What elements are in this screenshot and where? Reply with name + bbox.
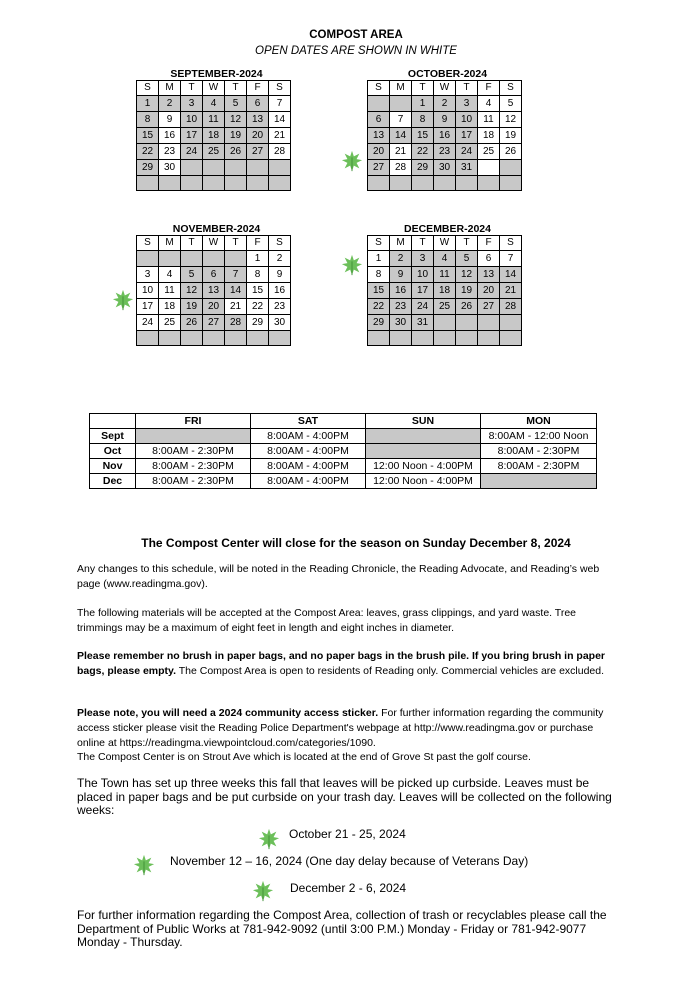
closed-day bbox=[269, 176, 291, 191]
closed-day: 22 bbox=[137, 144, 159, 160]
closed-day: 22 bbox=[368, 299, 390, 315]
closed-day bbox=[181, 331, 203, 346]
closed-day: 20 bbox=[478, 283, 500, 299]
closed-day: 9 bbox=[390, 267, 412, 283]
open-day: 4 bbox=[159, 267, 181, 283]
open-day: 24 bbox=[137, 315, 159, 331]
hours-corner bbox=[90, 414, 136, 429]
open-day: 2 bbox=[269, 251, 291, 267]
closed-day: 8 bbox=[412, 112, 434, 128]
hours-cell: 8:00AM - 2:30PM bbox=[136, 474, 251, 489]
closed-day: 15 bbox=[412, 128, 434, 144]
closed-day: 26 bbox=[456, 299, 478, 315]
closed-day bbox=[225, 160, 247, 176]
closed-day: 27 bbox=[478, 299, 500, 315]
open-day: 5 bbox=[500, 96, 522, 112]
hours-cell bbox=[366, 429, 481, 444]
closed-day: 20 bbox=[203, 299, 225, 315]
closed-day: 15 bbox=[137, 128, 159, 144]
closed-day bbox=[478, 315, 500, 331]
hours-column-header: FRI bbox=[136, 414, 251, 429]
open-day: 21 bbox=[269, 128, 291, 144]
day-header-row bbox=[368, 81, 522, 96]
curbside-paragraph: The Town has set up three weeks this fall that leaves will be picked up curbside. Leaves must be placed in paper bags and be put curbside on your trash day. Leaves will be collected on the following weeks: bbox=[77, 776, 612, 817]
open-day: 23 bbox=[159, 144, 181, 160]
calendar-october bbox=[367, 68, 528, 191]
closed-day bbox=[412, 176, 434, 191]
calendar-week bbox=[137, 267, 291, 283]
day-header: S bbox=[368, 236, 390, 251]
sticker-paragraph bbox=[77, 706, 617, 751]
closed-day bbox=[434, 315, 456, 331]
day-header: T bbox=[181, 81, 203, 96]
closed-day bbox=[412, 331, 434, 346]
closed-day bbox=[225, 176, 247, 191]
closed-day: 8 bbox=[137, 112, 159, 128]
calendar-grid bbox=[367, 80, 522, 191]
closed-day: 29 bbox=[368, 315, 390, 331]
closed-day bbox=[500, 160, 522, 176]
calendar-week bbox=[137, 176, 291, 191]
closed-day: 5 bbox=[181, 267, 203, 283]
day-header: W bbox=[203, 81, 225, 96]
closed-day: 27 bbox=[203, 315, 225, 331]
open-day: 9 bbox=[269, 267, 291, 283]
day-header: T bbox=[225, 81, 247, 96]
hours-column-header: SUN bbox=[366, 414, 481, 429]
closed-day: 4 bbox=[434, 251, 456, 267]
day-header: T bbox=[181, 236, 203, 251]
leaf-icon bbox=[252, 880, 274, 902]
open-day: 7 bbox=[500, 251, 522, 267]
closed-day: 31 bbox=[456, 160, 478, 176]
hours-cell: 8:00AM - 2:30PM bbox=[136, 459, 251, 474]
open-day bbox=[478, 160, 500, 176]
calendar-week bbox=[368, 112, 522, 128]
calendar-week bbox=[137, 299, 291, 315]
open-day: 16 bbox=[159, 128, 181, 144]
closed-day: 17 bbox=[181, 128, 203, 144]
closed-day bbox=[137, 176, 159, 191]
closed-day: 11 bbox=[203, 112, 225, 128]
closed-day bbox=[390, 176, 412, 191]
brush-paragraph bbox=[77, 649, 617, 679]
day-header-row bbox=[368, 236, 522, 251]
closed-day: 26 bbox=[181, 315, 203, 331]
open-day: 25 bbox=[478, 144, 500, 160]
calendar-week bbox=[368, 267, 522, 283]
closed-day: 27 bbox=[368, 160, 390, 176]
closed-day: 2 bbox=[434, 96, 456, 112]
open-day: 9 bbox=[159, 112, 181, 128]
closed-day: 31 bbox=[412, 315, 434, 331]
open-day: 11 bbox=[478, 112, 500, 128]
open-day: 8 bbox=[247, 267, 269, 283]
leaf-week-2: November 12 – 16, 2024 (One day delay because of Veterans Day) bbox=[170, 854, 529, 868]
location-paragraph: The Compost Center is on Strout Ave which is located at the end of Grove St past the golf course. bbox=[77, 751, 531, 763]
closed-day: 12 bbox=[225, 112, 247, 128]
hours-row bbox=[90, 459, 597, 474]
calendar-title: SEPTEMBER-2024 bbox=[170, 68, 263, 80]
closed-day bbox=[478, 331, 500, 346]
day-header: M bbox=[390, 81, 412, 96]
closed-day: 3 bbox=[456, 96, 478, 112]
hours-row bbox=[90, 474, 597, 489]
open-day: 21 bbox=[225, 299, 247, 315]
hours-cell bbox=[366, 444, 481, 459]
day-header: S bbox=[269, 236, 291, 251]
open-day: 22 bbox=[247, 299, 269, 315]
hours-cell: 8:00AM - 2:30PM bbox=[481, 459, 597, 474]
closed-day: 3 bbox=[412, 251, 434, 267]
closed-day: 4 bbox=[203, 96, 225, 112]
calendar-week bbox=[368, 144, 522, 160]
calendar-week bbox=[137, 144, 291, 160]
closed-day: 10 bbox=[456, 112, 478, 128]
materials-paragraph: The following materials will be accepted at the Compost Area: leaves, grass clippings, and yard waste. Tree trimmings may be a maximum of eight feet in length and eight inches in diameter. bbox=[77, 607, 577, 634]
hours-row bbox=[90, 444, 597, 459]
closed-day bbox=[247, 160, 269, 176]
closed-day: 30 bbox=[434, 160, 456, 176]
open-day: 29 bbox=[247, 315, 269, 331]
open-day: 4 bbox=[478, 96, 500, 112]
open-day: 30 bbox=[159, 160, 181, 176]
calendar-week bbox=[368, 176, 522, 191]
day-header: S bbox=[137, 81, 159, 96]
closed-day: 24 bbox=[181, 144, 203, 160]
closed-day: 12 bbox=[181, 283, 203, 299]
day-header: T bbox=[412, 81, 434, 96]
closed-day bbox=[368, 331, 390, 346]
hours-cell: 8:00AM - 4:00PM bbox=[251, 444, 366, 459]
day-header: W bbox=[434, 81, 456, 96]
hours-header-row bbox=[90, 414, 597, 429]
day-header: F bbox=[478, 81, 500, 96]
closed-day bbox=[390, 331, 412, 346]
open-day: 16 bbox=[269, 283, 291, 299]
closed-day: 1 bbox=[137, 96, 159, 112]
leaf-icon bbox=[341, 150, 363, 172]
closed-day: 2 bbox=[159, 96, 181, 112]
day-header: T bbox=[225, 236, 247, 251]
closed-day: 5 bbox=[456, 251, 478, 267]
closed-day: 19 bbox=[225, 128, 247, 144]
calendar-title: OCTOBER-2024 bbox=[407, 68, 488, 80]
calendar-title: NOVEMBER-2024 bbox=[172, 223, 261, 235]
day-header-row bbox=[137, 81, 291, 96]
closed-day: 7 bbox=[225, 267, 247, 283]
closed-day: 13 bbox=[247, 112, 269, 128]
day-header-row bbox=[137, 236, 291, 251]
calendar-week bbox=[137, 112, 291, 128]
open-day: 26 bbox=[500, 144, 522, 160]
leaf-icon bbox=[258, 828, 280, 850]
closed-day: 6 bbox=[203, 267, 225, 283]
day-header: S bbox=[500, 81, 522, 96]
open-day: 17 bbox=[137, 299, 159, 315]
sticker-note-rest: For further information regarding the community access sticker please visit the Reading Police Department's webpage at http://www.readingma.gov or purchase online at https://readingma.viewpointcloud.com/categories/1090. bbox=[77, 707, 604, 749]
calendar-december bbox=[367, 223, 528, 346]
day-header: M bbox=[390, 236, 412, 251]
calendar-week bbox=[368, 128, 522, 144]
closed-day: 29 bbox=[137, 160, 159, 176]
day-header: S bbox=[368, 81, 390, 96]
closed-day bbox=[368, 96, 390, 112]
hours-table bbox=[89, 413, 597, 489]
closed-day bbox=[137, 331, 159, 346]
closed-day bbox=[159, 251, 181, 267]
closed-day: 3 bbox=[181, 96, 203, 112]
hours-cell: 8:00AM - 4:00PM bbox=[251, 459, 366, 474]
closed-day bbox=[456, 315, 478, 331]
calendar-week bbox=[137, 251, 291, 267]
closed-day bbox=[247, 331, 269, 346]
closed-day: 29 bbox=[412, 160, 434, 176]
hours-row bbox=[90, 429, 597, 444]
closed-day: 17 bbox=[456, 128, 478, 144]
sticker-note-bold: Please note, you will need a 2024 community access sticker. bbox=[77, 707, 379, 719]
day-header: M bbox=[159, 81, 181, 96]
hours-cell: 12:00 Noon - 4:00PM bbox=[366, 459, 481, 474]
closed-day bbox=[203, 331, 225, 346]
closed-day bbox=[500, 331, 522, 346]
closed-day: 28 bbox=[500, 299, 522, 315]
changes-paragraph: Any changes to this schedule, will be noted in the Reading Chronicle, the Reading Advocate, and Reading’s web page (www.readingma.gov). bbox=[77, 563, 600, 590]
closed-day: 9 bbox=[434, 112, 456, 128]
closed-day: 26 bbox=[225, 144, 247, 160]
closed-day bbox=[434, 331, 456, 346]
closed-day bbox=[203, 251, 225, 267]
open-day: 1 bbox=[247, 251, 269, 267]
open-day: 23 bbox=[269, 299, 291, 315]
day-header: M bbox=[159, 236, 181, 251]
closed-day: 25 bbox=[434, 299, 456, 315]
calendar-title: DECEMBER-2024 bbox=[404, 223, 491, 235]
brush-note-bold: Please remember no brush in paper bags, and no paper bags in the brush pile. If you bring brush in paper bags, please empty. bbox=[77, 650, 606, 677]
calendar-week bbox=[368, 315, 522, 331]
closed-day: 19 bbox=[181, 299, 203, 315]
day-header: F bbox=[247, 81, 269, 96]
closed-day: 18 bbox=[434, 283, 456, 299]
day-header: T bbox=[412, 236, 434, 251]
closed-day: 16 bbox=[434, 128, 456, 144]
calendar-grid bbox=[136, 80, 291, 191]
open-day: 7 bbox=[269, 96, 291, 112]
closed-day: 19 bbox=[456, 283, 478, 299]
calendar-week bbox=[368, 331, 522, 346]
closed-day: 14 bbox=[390, 128, 412, 144]
calendar-week bbox=[368, 283, 522, 299]
calendar-week bbox=[368, 299, 522, 315]
closed-day bbox=[203, 176, 225, 191]
closed-day: 1 bbox=[412, 96, 434, 112]
calendar-grid bbox=[367, 235, 522, 346]
closed-day: 13 bbox=[368, 128, 390, 144]
leaf-week-1: October 21 - 25, 2024 bbox=[289, 827, 406, 841]
closed-day: 13 bbox=[478, 267, 500, 283]
hours-cell: 8:00AM - 2:30PM bbox=[481, 444, 597, 459]
closed-day: 23 bbox=[434, 144, 456, 160]
closed-day bbox=[247, 176, 269, 191]
calendar-september bbox=[136, 68, 297, 191]
closed-day: 25 bbox=[203, 144, 225, 160]
calendar-week bbox=[137, 283, 291, 299]
leaf-icon bbox=[341, 254, 363, 276]
open-day: 10 bbox=[137, 283, 159, 299]
open-day: 28 bbox=[269, 144, 291, 160]
closed-day: 23 bbox=[390, 299, 412, 315]
calendar-week bbox=[368, 160, 522, 176]
open-day: 21 bbox=[390, 144, 412, 160]
open-day: 25 bbox=[159, 315, 181, 331]
day-header: T bbox=[456, 236, 478, 251]
closed-day: 6 bbox=[368, 112, 390, 128]
hours-month-label: Dec bbox=[90, 474, 136, 489]
closed-day: 14 bbox=[500, 267, 522, 283]
open-day: 3 bbox=[137, 267, 159, 283]
calendar-november bbox=[136, 223, 297, 346]
day-header: W bbox=[434, 236, 456, 251]
closed-day bbox=[203, 160, 225, 176]
calendar-week bbox=[368, 96, 522, 112]
day-header: S bbox=[269, 81, 291, 96]
open-day: 18 bbox=[159, 299, 181, 315]
brush-note-rest: The Compost Area is open to residents of Reading only. Commercial vehicles are excluded. bbox=[176, 665, 605, 677]
closed-day bbox=[434, 176, 456, 191]
closed-day: 16 bbox=[390, 283, 412, 299]
closed-day: 21 bbox=[500, 283, 522, 299]
open-day: 18 bbox=[478, 128, 500, 144]
closed-day bbox=[225, 251, 247, 267]
leaf-icon bbox=[112, 289, 134, 311]
day-header: W bbox=[203, 236, 225, 251]
closed-day: 24 bbox=[456, 144, 478, 160]
open-day: 6 bbox=[478, 251, 500, 267]
closed-day bbox=[500, 176, 522, 191]
hours-cell bbox=[136, 429, 251, 444]
closed-day bbox=[159, 176, 181, 191]
closed-day: 18 bbox=[203, 128, 225, 144]
closed-day: 20 bbox=[368, 144, 390, 160]
hours-column-header: MON bbox=[481, 414, 597, 429]
closed-day: 27 bbox=[247, 144, 269, 160]
closed-day bbox=[181, 251, 203, 267]
open-day: 7 bbox=[390, 112, 412, 128]
closed-day bbox=[368, 176, 390, 191]
closed-day: 28 bbox=[225, 315, 247, 331]
closed-day bbox=[456, 331, 478, 346]
hours-column-header: SAT bbox=[251, 414, 366, 429]
hours-cell bbox=[481, 474, 597, 489]
closed-day: 11 bbox=[434, 267, 456, 283]
calendar-week bbox=[137, 128, 291, 144]
closed-day bbox=[137, 251, 159, 267]
closed-day: 20 bbox=[247, 128, 269, 144]
closed-day bbox=[225, 331, 247, 346]
closed-day: 15 bbox=[368, 283, 390, 299]
calendar-week bbox=[137, 96, 291, 112]
calendar-week bbox=[137, 160, 291, 176]
open-day: 14 bbox=[269, 112, 291, 128]
day-header: S bbox=[500, 236, 522, 251]
closed-day bbox=[390, 96, 412, 112]
contact-paragraph: For further information regarding the Compost Area, collection of trash or recyclables please call the Department of Public Works at 781-942-9092 (until 3:00 P.M.) Monday - Friday or 781-942-9077 Monday - Thursday. bbox=[77, 908, 607, 949]
open-day: 19 bbox=[500, 128, 522, 144]
open-day: 11 bbox=[159, 283, 181, 299]
leaf-week-3: December 2 - 6, 2024 bbox=[290, 881, 407, 895]
hours-month-label: Oct bbox=[90, 444, 136, 459]
day-header: F bbox=[247, 236, 269, 251]
closed-day: 6 bbox=[247, 96, 269, 112]
leaf-icon bbox=[133, 854, 155, 876]
closed-day bbox=[456, 176, 478, 191]
closed-day: 14 bbox=[225, 283, 247, 299]
closed-day bbox=[159, 331, 181, 346]
calendar-week bbox=[368, 251, 522, 267]
closed-day: 2 bbox=[390, 251, 412, 267]
open-day: 8 bbox=[368, 267, 390, 283]
closed-day: 10 bbox=[412, 267, 434, 283]
day-header: S bbox=[137, 236, 159, 251]
closed-day: 12 bbox=[456, 267, 478, 283]
closed-day: 5 bbox=[225, 96, 247, 112]
closed-day bbox=[181, 160, 203, 176]
calendar-grid bbox=[136, 235, 291, 346]
page-title: COMPOST AREA bbox=[309, 29, 403, 41]
hours-month-label: Nov bbox=[90, 459, 136, 474]
closed-day: 22 bbox=[412, 144, 434, 160]
calendar-week bbox=[137, 331, 291, 346]
closed-day: 13 bbox=[203, 283, 225, 299]
closed-day bbox=[500, 315, 522, 331]
open-day: 12 bbox=[500, 112, 522, 128]
hours-cell: 8:00AM - 4:00PM bbox=[251, 429, 366, 444]
closing-note: The Compost Center will close for the season on Sunday December 8, 2024 bbox=[141, 536, 571, 550]
hours-cell: 8:00AM - 12:00 Noon bbox=[481, 429, 597, 444]
closed-day: 30 bbox=[390, 315, 412, 331]
hours-month-label: Sept bbox=[90, 429, 136, 444]
open-day: 30 bbox=[269, 315, 291, 331]
hours-cell: 12:00 Noon - 4:00PM bbox=[366, 474, 481, 489]
closed-day bbox=[478, 176, 500, 191]
day-header: T bbox=[456, 81, 478, 96]
hours-cell: 8:00AM - 2:30PM bbox=[136, 444, 251, 459]
closed-day: 24 bbox=[412, 299, 434, 315]
open-day: 28 bbox=[390, 160, 412, 176]
calendar-week bbox=[137, 315, 291, 331]
open-day: 15 bbox=[247, 283, 269, 299]
closed-day: 17 bbox=[412, 283, 434, 299]
closed-day: 10 bbox=[181, 112, 203, 128]
page-subtitle: OPEN DATES ARE SHOWN IN WHITE bbox=[255, 45, 457, 57]
day-header: F bbox=[478, 236, 500, 251]
open-day: 1 bbox=[368, 251, 390, 267]
hours-cell: 8:00AM - 4:00PM bbox=[251, 474, 366, 489]
closed-day bbox=[181, 176, 203, 191]
closed-day bbox=[269, 331, 291, 346]
closed-day bbox=[269, 160, 291, 176]
